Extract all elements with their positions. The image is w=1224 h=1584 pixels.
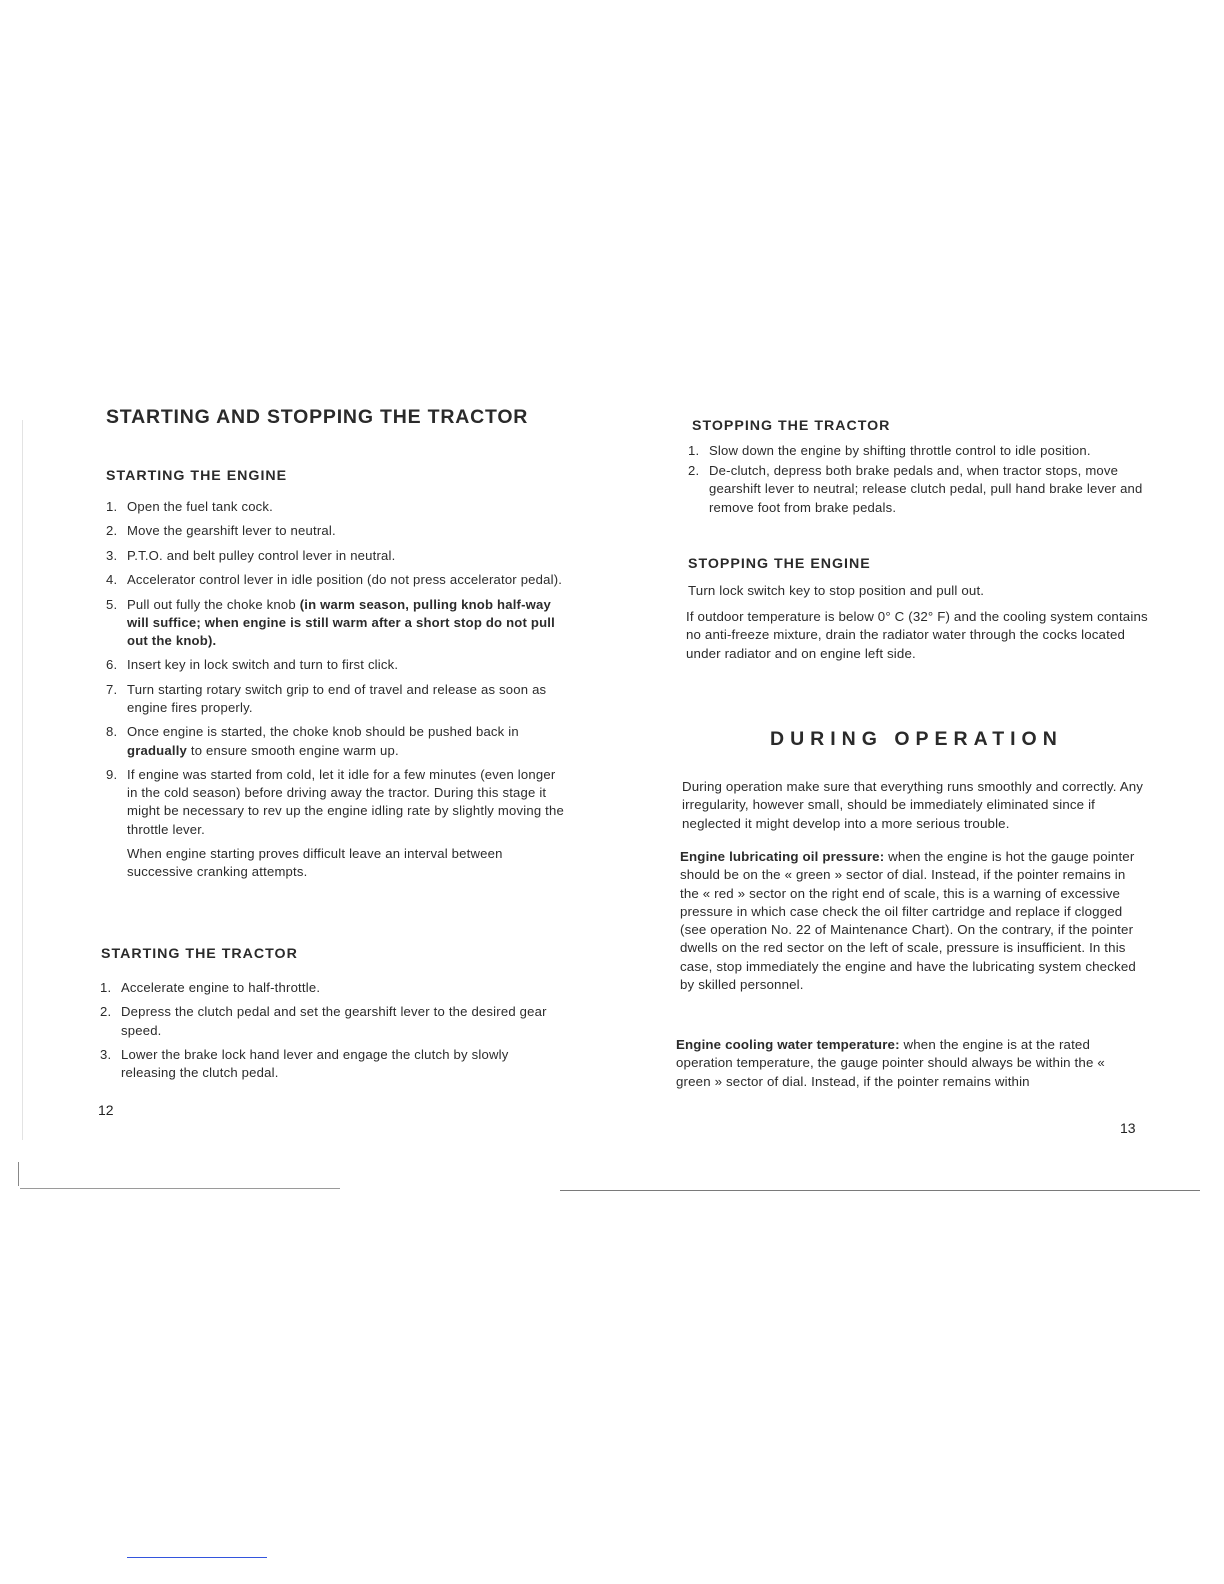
list-item: 1. Open the fuel tank cock. — [106, 499, 274, 514]
note-text: When engine starting proves difficult leave an interval between successive cranking attempts. — [127, 845, 503, 880]
oil-pressure-label: Engine lubricating oil pressure: — [680, 849, 885, 864]
page-number: 13 — [1120, 1120, 1136, 1136]
list-item: 3. P.T.O. and belt pulley control lever in neutral. — [106, 547, 396, 563]
list-item: 6. Insert key in lock switch and turn to first click. — [106, 657, 399, 673]
starting-engine-heading: STARTING THE ENGINE — [106, 468, 288, 484]
corner-mark — [18, 1162, 19, 1186]
left-edge-shadow — [22, 420, 23, 1140]
starting-tractor-steps — [96, 979, 562, 1089]
bottom-link-underline — [127, 1557, 267, 1558]
list-item: 8. Once engine is started, the choke knob should be pushed back in gradually to ensure smooth engine warm up. — [106, 724, 519, 758]
list-item: 1. Accelerate engine to half-throttle. — [100, 980, 321, 995]
antifreeze-paragraph: If outdoor temperature is below 0° C (32° F) and the cooling system contains no anti-freeze mixture, drain the radiator water through the cocks located under radiator and on engine left side. — [686, 609, 1148, 661]
operation-intro: During operation make sure that everything runs smoothly and correctly. Any irregularity, however small, should be immediately eliminated since if neglected it might develop into a more serious trouble. — [682, 779, 1144, 831]
list-item: 3. Lower the brake lock hand lever and engage the clutch by slowly releasing the clutch pedal. — [100, 1046, 509, 1081]
list-item: 5. Pull out fully the choke knob (in warm season, pulling knob half-way will suffice; when engine is still warm after a short stop do not pull out the knob). — [106, 596, 555, 648]
bold-note: (in warm season, pulling knob half-way will suffice; when engine is still warm after a short stop do not pull out the knob). — [127, 596, 555, 648]
stopping-tractor-steps — [684, 442, 1154, 523]
list-item: 7. Turn starting rotary switch grip to end of travel and release as soon as engine fires properly. — [106, 681, 547, 715]
list-item: 2. Depress the clutch pedal and set the gearshift lever to the desired gear speed. — [100, 1004, 547, 1038]
water-temp-paragraph: Engine cooling water temperature: when the engine is at the rated operation temperature, the gauge pointer should always be within the « green » sector of dial. Instead, if the pointer remains within — [676, 1037, 1105, 1089]
during-operation-title: DURING OPERATION — [770, 728, 1063, 750]
stop-engine-paragraph: Turn lock switch key to stop position and pull out. — [688, 583, 985, 598]
oil-pressure-paragraph: Engine lubricating oil pressure: when the engine is hot the gauge pointer should be on the « green » sector of dial. Instead, if the pointer remains in the « red » sector on the right end of scale, this is a warning of excessive pressure in which case check the oil filter cartridge and replace if clogged (see operation No. 22 of Maintenance Chart). On the contrary, if the pointer dwells on the red sector on the left of scale, pressure is insufficient. In this case, stop immediately the engine and have the lubricating system checked by skilled personnel. — [680, 849, 1136, 993]
bottom-edge-line — [560, 1190, 1200, 1191]
stopping-tractor-heading: STOPPING THE TRACTOR — [692, 418, 891, 434]
list-item: 9. If engine was started from cold, let it idle for a few minutes (even longer in the cold season) before driving away the tractor. During this stage it might be necessary to rev up the engine idling rate by slightly moving the throttle lever. — [106, 766, 564, 837]
water-temp-label: Engine cooling water temperature: — [676, 1037, 900, 1052]
list-item: 2. Move the gearshift lever to neutral. — [106, 523, 336, 539]
page-title: STARTING AND STOPPING THE TRACTOR — [106, 406, 529, 428]
list-item: 4. Accelerator control lever in idle position (do not press accelerator pedal). — [106, 572, 563, 588]
list-item: 2. De-clutch, depress both brake pedals and, when tractor stops, move gearshift lever to neutral; release clutch pedal, pull hand brake lever and remove foot from brake pedals. — [688, 463, 1143, 515]
starting-tractor-heading: STARTING THE TRACTOR — [101, 946, 298, 962]
starting-engine-steps — [102, 498, 564, 888]
stopping-engine-heading: STOPPING THE ENGINE — [688, 556, 871, 572]
list-item: 1. Slow down the engine by shifting throttle control to idle position. — [688, 443, 1091, 458]
bottom-edge-line — [20, 1188, 340, 1189]
page-number: 12 — [98, 1102, 114, 1118]
